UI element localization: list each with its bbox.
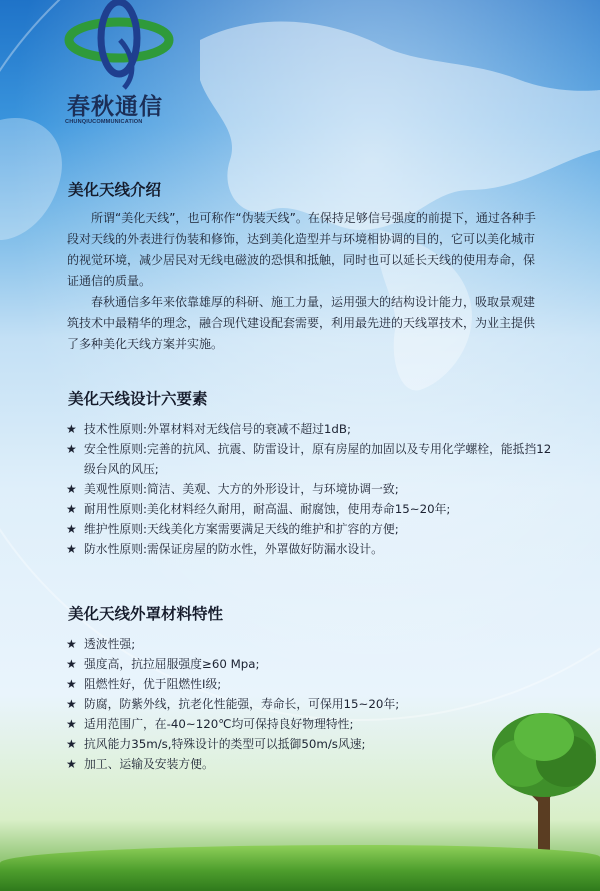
brand-name: 春秋通信 <box>67 94 163 120</box>
star-icon: ★ <box>66 737 77 751</box>
star-icon: ★ <box>66 757 77 771</box>
star-icon: ★ <box>66 542 77 556</box>
intro-text <box>67 208 545 355</box>
list-item <box>66 539 556 559</box>
logo-emblem-icon <box>64 0 174 90</box>
tree-illustration <box>488 705 600 855</box>
principle-term: 耐用性原则: <box>84 502 147 516</box>
star-icon: ★ <box>66 657 77 671</box>
principle-text: 完善的抗风、抗震、防雷设计，原有房屋的加固以及专用化学螺栓，能抵挡12级台风的风压; <box>84 442 552 476</box>
list-item <box>66 694 486 714</box>
principle-term: 技术性原则: <box>84 422 147 436</box>
list-item <box>66 634 486 654</box>
list-item <box>66 479 556 499</box>
principle-term: 美观性原则: <box>84 482 147 496</box>
list-item <box>66 674 486 694</box>
star-icon: ★ <box>66 637 77 651</box>
property-text: 阻燃性好，优于阻燃性I级; <box>84 677 222 691</box>
intro-paragraph: 所谓“美化天线”，也可称作“伪装天线”。在保持足够信号强度的前提下，通过各种手段对天线的外表进行伪装和修饰，达到美化造型并与环境相协调的目的，它可以美化城市的视觉环境，减少居民对无线电磁波的恐惧和抵触，同时也可以延长天线的使用寿命，保证通信的质量。 <box>67 211 536 288</box>
principle-term: 维护性原则: <box>84 522 147 536</box>
company-logo <box>64 0 174 135</box>
star-icon: ★ <box>66 422 77 436</box>
principle-text: 外罩材料对无线信号的衰减不超过1dB; <box>146 422 351 436</box>
list-item <box>66 499 556 519</box>
material-properties-list <box>66 634 486 774</box>
principle-term: 防水性原则: <box>84 542 147 556</box>
star-icon: ★ <box>66 482 77 496</box>
property-text: 强度高，抗拉屈服强度≥60 Mpa; <box>84 657 260 671</box>
star-icon: ★ <box>66 442 77 456</box>
star-icon: ★ <box>66 522 77 536</box>
principle-text: 天线美化方案需要满足天线的维护和扩容的方便; <box>146 522 399 536</box>
intro-paragraph: 春秋通信多年来依靠雄厚的科研、施工力量，运用强大的结构设计能力，吸取景观建筑技术中最精华的理念，融合现代建设配套需要，利用最先进的天线罩技术，为业主提供了多种美化天线方案并实施。 <box>67 295 536 351</box>
material-heading: 美化天线外罩材料特性 <box>68 605 224 623</box>
list-item <box>66 654 486 674</box>
star-icon: ★ <box>66 717 77 731</box>
intro-heading: 美化天线介绍 <box>68 181 162 199</box>
star-icon: ★ <box>66 502 77 516</box>
property-text: 适用范围广，在-40~120℃均可保持良好物理特性; <box>84 717 354 731</box>
grass-ground <box>0 845 600 891</box>
property-text: 抗风能力35m/s,特殊设计的类型可以抵御50m/s风速; <box>84 737 366 751</box>
design-heading: 美化天线设计六要素 <box>68 390 208 408</box>
property-text: 透波性强; <box>84 637 136 651</box>
list-item <box>66 519 556 539</box>
property-text: 防腐，防紫外线，抗老化性能强，寿命长，可保用15~20年; <box>84 697 400 711</box>
list-item <box>66 439 556 479</box>
list-item <box>66 754 486 774</box>
principle-text: 美化材料经久耐用，耐高温、耐腐蚀，使用寿命15~20年; <box>146 502 451 516</box>
brand-subtitle: CHUNQIUCOMMUNICATION <box>65 119 143 125</box>
property-text: 加工、运输及安装方便。 <box>84 757 214 771</box>
design-principles-list <box>66 419 556 559</box>
principle-term: 安全性原则: <box>84 442 147 456</box>
list-item <box>66 419 556 439</box>
star-icon: ★ <box>66 697 77 711</box>
principle-text: 需保证房屋的防水性，外罩做好防漏水设计。 <box>146 542 383 556</box>
list-item <box>66 734 486 754</box>
list-item <box>66 714 486 734</box>
principle-text: 简洁、美观、大方的外形设计，与环境协调一致; <box>146 482 399 496</box>
star-icon: ★ <box>66 677 77 691</box>
